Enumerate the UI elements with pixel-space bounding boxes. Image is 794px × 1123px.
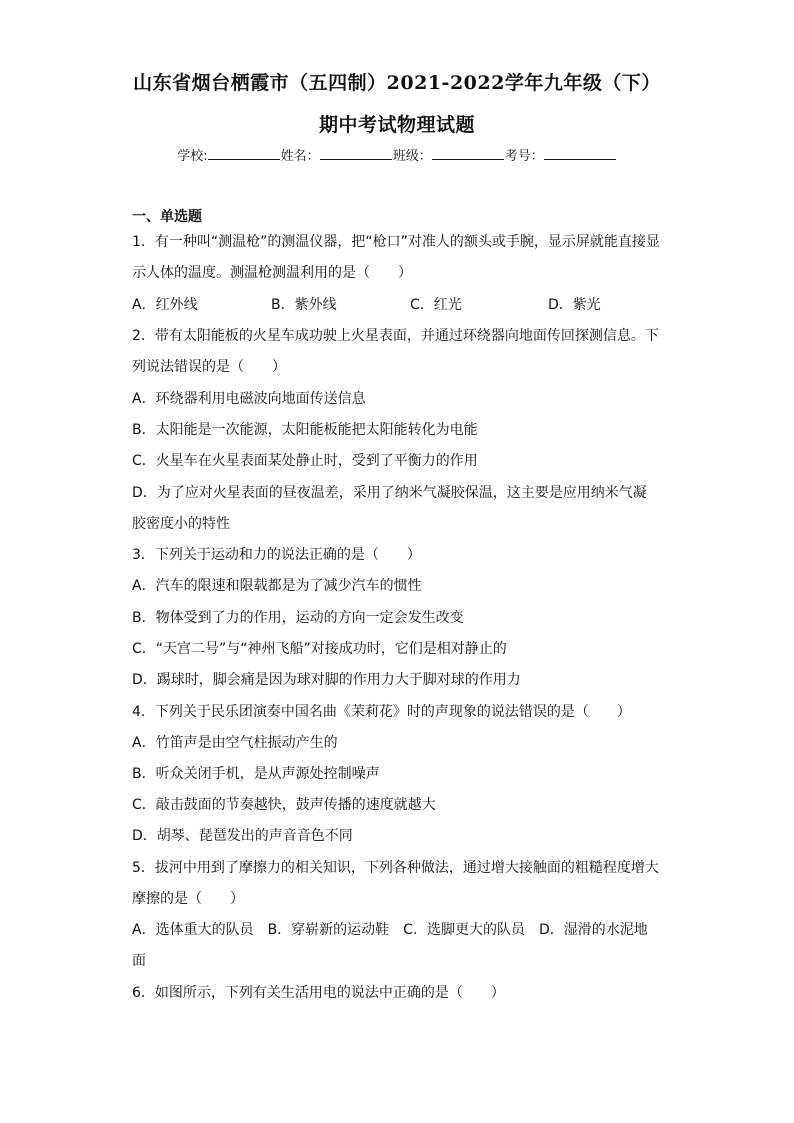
q1-option-d: D．紫光 <box>548 297 601 313</box>
student-info-row <box>0 145 794 164</box>
q2-stem-line1: 2．带有太阳能板的火星车成功驶上火星表面，并通过环绕器向地面传回探测信息。下 <box>132 328 659 344</box>
id-label: 考号： <box>504 149 544 164</box>
id-blank[interactable] <box>544 146 616 160</box>
school-blank[interactable] <box>208 146 280 160</box>
q3-option-b: B．物体受到了力的作用，运动的方向一定会发生改变 <box>132 610 464 626</box>
exam-title-line1: 山东省烟台栖霞市（五四制）2021-2022学年九年级（下） <box>133 72 661 94</box>
q4-stem: 4．下列关于民乐团演奏中国名曲《茉莉花》时的声现象的说法错误的是（ ） <box>132 704 631 720</box>
q4-option-d: D．胡琴、琵琶发出的声音音色不同 <box>132 828 353 844</box>
q5-options-wrap: 面 <box>132 953 146 969</box>
q1-stem-line2: 示人体的温度。测温枪测温利用的是（ ） <box>132 265 412 281</box>
q5-options: A．选体重大的队员 B．穿崭新的运动鞋 C．选脚更大的队员 D．湿滑的水泥地 <box>132 922 648 938</box>
q1-option-b: B．紫外线 <box>271 297 337 313</box>
class-label: 班级： <box>392 149 432 164</box>
name-blank[interactable] <box>320 146 392 160</box>
q1-stem-line1: 1．有一种叫“测温枪”的测温仪器，把“枪口”对准人的额头或手腕，显示屏就能直接显 <box>132 234 660 250</box>
q6-stem: 6．如图所示，下列有关生活用电的说法中正确的是（ ） <box>132 985 505 1001</box>
section-title: 一、单选题 <box>132 209 202 225</box>
q3-option-c: C．“天宫二号”与“神州飞船”对接成功时，它们是相对静止的 <box>132 641 507 657</box>
q4-option-a: A．竹笛声是由空气柱振动产生的 <box>132 735 338 751</box>
school-label: 学校: <box>177 149 208 164</box>
q4-option-c: C．敲击鼓面的节奏越快，鼓声传播的速度就越大 <box>132 797 436 813</box>
q2-option-c: C．火星车在火星表面某处静止时，受到了平衡力的作用 <box>132 453 478 469</box>
q2-option-d-line2: 胶密度小的特性 <box>132 516 230 532</box>
q1-option-a: A．红外线 <box>132 297 198 313</box>
q3-option-a: A．汽车的限速和限载都是为了减少汽车的惯性 <box>132 578 422 594</box>
q3-stem: 3．下列关于运动和力的说法正确的是（ ） <box>132 547 421 563</box>
q2-stem-line2: 列说法错误的是（ ） <box>132 359 286 375</box>
q2-option-b: B．太阳能是一次能源，太阳能板能把太阳能转化为电能 <box>132 422 478 438</box>
q5-stem-line2: 摩擦的是（ ） <box>132 891 244 907</box>
q2-option-d-line1: D．为了应对火星表面的昼夜温差，采用了纳米气凝胶保温，这主要是应用纳米气凝 <box>132 485 647 501</box>
q3-option-d: D．踢球时，脚会痛是因为球对脚的作用力大于脚对球的作用力 <box>132 672 521 688</box>
class-blank[interactable] <box>432 146 504 160</box>
exam-title-line2: 期中考试物理试题 <box>318 114 475 136</box>
q2-option-a: A．环绕器利用电磁波向地面传送信息 <box>132 391 366 407</box>
q4-option-b: B．听众关闭手机，是从声源处控制噪声 <box>132 766 380 782</box>
q1-option-c: C．红光 <box>410 297 462 313</box>
name-label: 姓名： <box>280 149 320 164</box>
q5-stem-line1: 5．拔河中用到了摩擦力的相关知识，下列各种做法，通过增大接触面的粗糙程度增大 <box>132 860 659 876</box>
